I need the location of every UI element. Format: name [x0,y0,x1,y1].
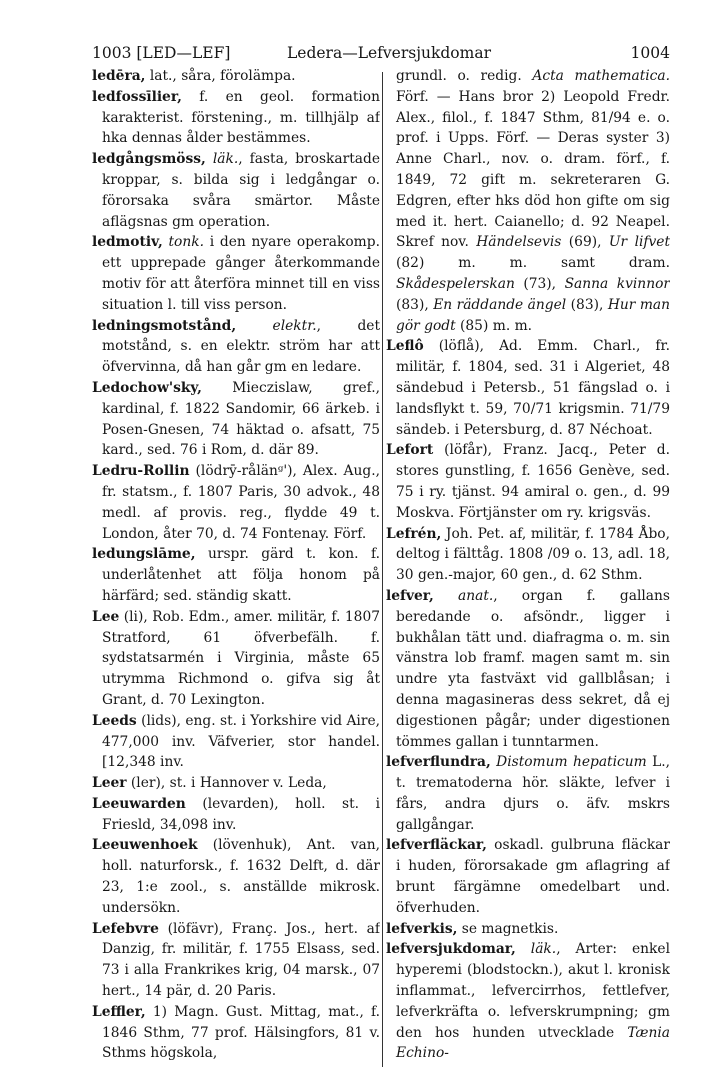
entry-italic-text: Tænia Echino- [396,1024,670,1062]
dictionary-entry [92,232,380,315]
dictionary-entry [92,316,380,378]
running-title: Ledera—Lefversjukdomar [287,44,491,62]
entry-italic-text: läk. [530,941,557,958]
entry-text: (lövenhuk), Ant. van, holl. naturforsk., f. 1632 Delft, d. där 23, 1:e zool., s. anställde mikrosk. undersökn. [102,837,380,916]
dictionary-entry [92,607,380,711]
dictionary-entry [386,440,670,523]
dictionary-entry [92,544,380,606]
dictionary-entry [92,1002,380,1064]
dictionary-entry [386,336,670,440]
entry-italic-text: Skådespelerskan [396,275,515,292]
entry-text: lat., såra, förolämpa. [145,68,296,84]
entry-text: , organ f. gallans beredande o. afsöndr., ligger i bukhålan tätt und. diafragma o. m. sin vänstra lob framf. magen samt m. sin undre yta fastväxt vid gallblåsan; i denna magasineras dess sekret, då ej digestionen pågår; under digestionen tömmes gallan i tunntarmen. [396,587,670,750]
entry-headword: Ledochow'sky, [92,379,202,396]
entry-headword: Lefort [386,442,434,459]
entry-text: grundl. o. redig. [396,68,533,84]
entry-text: (li), Rob. Edm., amer. militär, f. 1807 Stratford, 61 öfverbefälh. f. sydstatsarmén i Virginia, måste 65 utrymma Richmond o. gifva sig åt Grant, d. 70 Lexington. [102,608,380,708]
entry-headword: lefversjukdomar, [386,941,516,958]
entry-text: (lids), eng. st. i Yorkshire vid Aire, 477,000 inv. Väfverier, stor handel. [12,348 inv. [102,712,380,771]
entry-headword: ledningsmotstånd, [92,317,237,334]
entry-italic-text: Distomum hepaticum [496,754,647,771]
dictionary-entry [92,378,380,461]
entry-text: (85) m. m. [455,317,533,334]
entry-text: (löflå), Ad. Emm. Charl., fr. militär, f. 1804, sed. 31 i Algeriet, 48 sändebud i Petersb., 51 fängslad o. i landsflykt t. 59, 70/71 krigsmin. 71/79 sändeb. i Petersburg, d. 87 Néchoat. [396,338,670,438]
dictionary-entry [92,149,380,232]
page-header [92,40,670,66]
entry-text: Mieczislaw, gref., kardinal, f. 1822 Sandomir, 66 ärkeb. i Posen-Gnesen, 74 häktad o. afsatt, 75 kard., sed. 76 i Rom, d. där 89. [102,379,380,459]
entry-headword: Leflô [386,338,424,355]
entry-headword: ledfossīlier, [92,88,182,105]
dictionary-entry [92,711,380,773]
page-number-right: 1004 [630,44,670,62]
entry-text: , det motstånd, s. en elektr. ström har att öfvervinna, då han går gm en ledare. [102,317,380,376]
entry-italic-text: Sanna kvinnor [564,275,670,292]
entry-headword: ledungslāme, [92,546,196,563]
entry-text: (levarden), holl. st. i Friesld, 34,098 inv. [102,795,380,833]
dictionary-entry [386,835,670,918]
dictionary-entry [92,773,380,794]
entry-italic-text: läk. [212,151,239,168]
entry-text: urspr. gärd t. kon. f. underlåtenhet att följa honom på härfärd; sed. ständig skatt. [102,546,380,604]
dictionary-entry [386,524,670,586]
entry-text: , Arter: enkel hyperemi (blodstockn.), akut l. kronisk inflammat., lefvercirrhos, fettlefver, lefverkräfta o. lefverskrumpning; gm den hos hunden utvecklade [396,941,670,1041]
entry-headword: lefver, [386,587,434,604]
entry-text [434,588,458,604]
entry-headword: lefverkis, [386,920,458,937]
entry-headword: Lee [92,608,120,625]
entry-italic-text: tonk. [168,234,204,251]
entry-headword: lefverfläckar, [386,837,487,854]
entry-text: (82) m. m. samt dram. [396,255,670,272]
entry-headword: Leeuwarden [92,795,186,812]
dictionary-entry [386,586,670,752]
entry-text: Förf. — Hans bror 2) Leopold Fredr. Alex., filol., f. 1847 Sthm, 81/94 e. o. prof. i Upps. Förf. — Deras syster 3) Anne Charl., nov. o. dram. förf., f. 1849, 72 gift m. sekreteraren G. Edgren, efter hks död hon gifte om sig med it. hert. Caianello; d. 92 Neapel. Skref nov. [396,88,670,251]
entry-italic-text: Ur lifvet [608,234,670,251]
page-number-left: 1003 [LED—LEF] [92,44,231,62]
entry-text: (73), [514,275,565,292]
dictionary-entry [386,919,670,940]
entry-headword: Leeds [92,712,137,729]
entry-italic-text: En räddande ängel [433,296,567,313]
dictionary-entry [386,939,670,1064]
entry-text [236,318,272,334]
entry-text: Joh. Pet. af, militär, f. 1784 Åbo, deltog i fälttåg. 1808 /09 o. 13, adl. 18, 30 gen.-major, 60 gen., d. 62 Sthm. [396,525,670,584]
entry-text: (83), [396,296,434,313]
entry-text: 1) Magn. Gust. Mittag, mat., f. 1846 Sthm, 77 prof. Hälsingfors, 81 v. Sthms högskola, [102,1003,380,1062]
entry-headword: ledmotiv, [92,234,163,251]
dictionary-entry [92,66,380,87]
entry-text: (69), [561,234,609,251]
entry-headword: ledgångsmöss, [92,151,206,168]
entry-italic-text: anat. [457,587,494,604]
dictionary-entry [92,919,380,1002]
entry-text: oskadl. gulbruna fläckar i huden, förorsakade gm aflagring af brunt färgämne omedelbart und. öfverhuden. [396,837,670,916]
entry-text [516,941,531,957]
dictionary-entry [92,461,380,544]
entry-headword: Leeuwenhoek [92,837,198,854]
entry-text: L., t. trematoderna hör. släkte, lefver i fårs, andra djurs o. äfv. mskrs gallgångar. [396,754,670,833]
entry-headword: lefverflundra, [386,754,491,771]
dictionary-entry [92,87,380,149]
entry-text: f. en geol. formation karakterist. förstening., m. tillhjälp af hka dennas ålder bestämmes. [102,88,380,147]
entry-text: , fasta, broskartade kroppar, s. bilda sig i ledgångar o. förorsaka svåra smärtor. Måste aflägsnas gm operation. [102,151,380,230]
entry-headword: Ledru-Rollin [92,463,190,480]
entry-text: i den nyare operakomp. ett upprepade gånger återkommande motiv för att återföra minnet till en viss situation l. till viss person. [102,234,380,313]
entry-text: se magnetkis. [457,920,559,937]
entry-italic-text: Händelsevis [476,234,562,251]
entry-headword: ledēra, [92,68,146,84]
entry-headword: Leffler, [92,1003,146,1020]
entry-text: (löfår), Franz. Jacq., Peter d. stores gunstling, f. 1656 Genève, sed. 75 i ry. tjänst. 94 amiral o. gen., d. 99 Moskva. Förtjänster om ry. krigsväs. [396,442,670,521]
dictionary-entry [386,66,670,336]
entry-text: (83), [566,296,608,313]
column-divider [382,72,383,1067]
entry-italic-text: Acta mathematica. [532,68,670,84]
entry-text [206,151,213,167]
dictionary-entry [92,835,380,918]
left-column [92,66,380,1066]
dictionary-entry [386,752,670,835]
entry-headword: Leer [92,775,127,792]
entry-text: (ler), st. i Hannover v. Leda, [126,775,327,792]
right-column [386,66,670,1066]
entry-text: (löfävr), Franç. Jos., hert. af Danzig, fr. militär, f. 1755 Elsass, sed. 73 i alla Frankrikes krig, 04 marsk., 07 hert., 14 pär, d. 20 Paris. [102,920,380,1000]
entry-italic-text: elektr. [272,317,317,334]
entry-headword: Lefrén, [386,525,442,542]
dictionary-entry [92,794,380,836]
entry-text: (lödrȳ-rålänᵍ'), Alex. Aug., fr. statsm., f. 1807 Paris, 30 advok., 48 medl. af provis. reg., flydde 49 t. London, åter 70, d. 74 Fontenay. Förf. [102,463,380,542]
entry-italic-text: Hur man gör godt [396,296,670,334]
entry-headword: Lefebvre [92,920,159,937]
